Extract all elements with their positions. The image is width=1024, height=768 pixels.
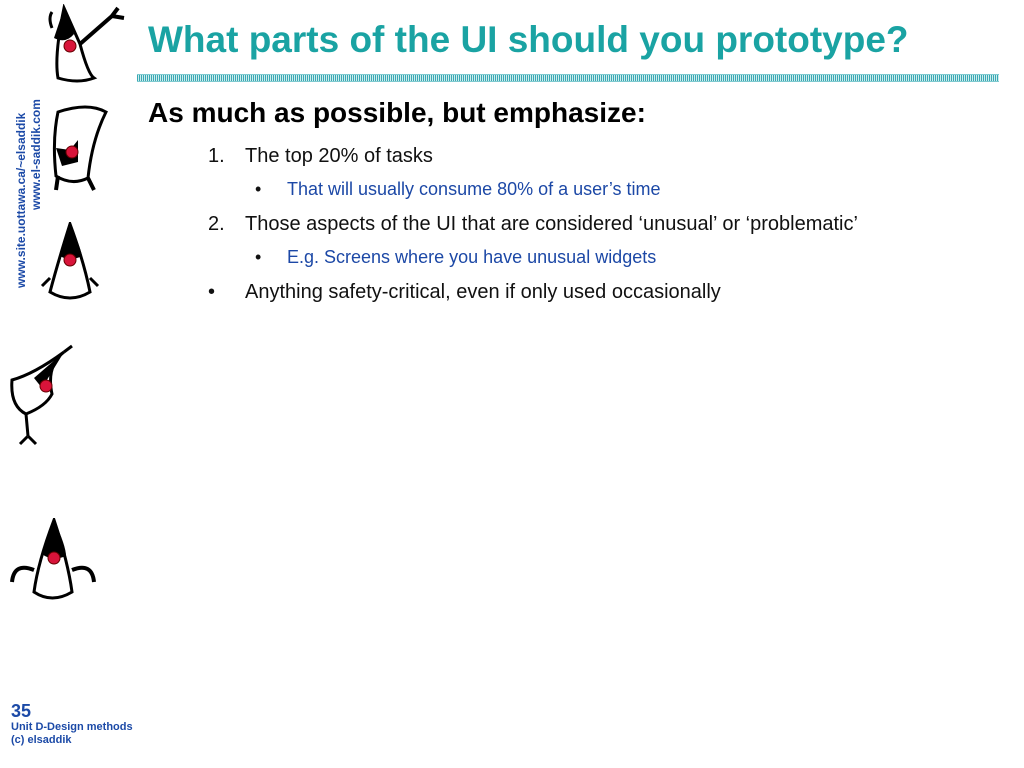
list-item (148, 278, 1008, 306)
bullet-marker: • (255, 179, 262, 199)
sub-list-item-text: E.g. Screens where you have unusual widgets (287, 247, 657, 267)
sub-list-item (148, 244, 1008, 270)
slide-footer (11, 701, 133, 747)
bullet-marker: • (208, 281, 216, 303)
sidebar-url-site: www.site.uottawa.ca/~elsaddik (14, 112, 28, 288)
list-marker: 2. (208, 213, 225, 235)
title-divider (137, 74, 999, 82)
duke-waving-icon (44, 4, 130, 90)
footer-copyright: (c) elsaddik (11, 734, 72, 746)
slide-heading: As much as possible, but emphasize: (148, 97, 646, 128)
list-item (148, 142, 1008, 170)
sub-list-item (148, 176, 1008, 202)
page-number: 35 (11, 701, 32, 721)
duke-arms-out-icon (8, 518, 98, 602)
list-item-text: Anything safety-critical, even if only used occasionally (245, 281, 721, 303)
bullet-marker: • (255, 247, 262, 267)
sub-list-item-text: That will usually consume 80% of a user’s time (287, 179, 661, 199)
list-item (148, 210, 1008, 238)
sidebar-url-home: www.el-saddik.com (29, 99, 43, 210)
duke-cartwheel-icon (6, 344, 76, 448)
list-item-text: The top 20% of tasks (245, 145, 433, 167)
duke-standing-icon (40, 222, 100, 306)
list-item-text: Those aspects of the UI that are considered ‘unusual’ or ‘problematic’ (245, 213, 858, 235)
list-marker: 1. (208, 145, 225, 167)
slide-title: What parts of the UI should you prototype? (148, 19, 909, 60)
footer-unit: Unit D-Design methods (11, 721, 133, 733)
slide-content (148, 96, 1008, 312)
duke-tumbling-icon (48, 100, 118, 192)
